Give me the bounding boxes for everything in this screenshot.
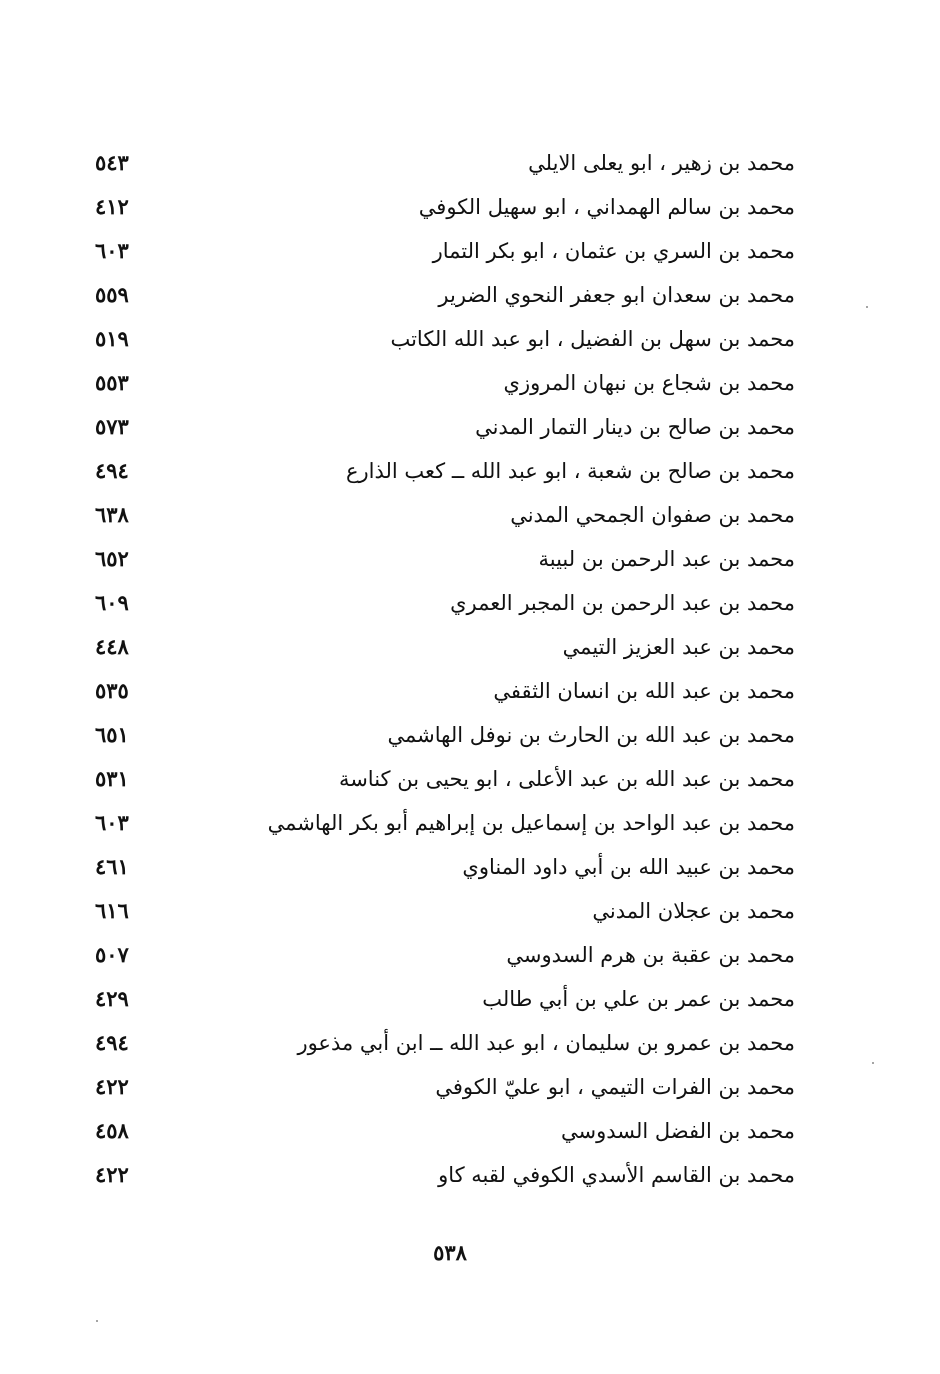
entry-page-number: ٥٣٥ <box>95 678 129 703</box>
entry-page-number: ٤٢٢ <box>95 1162 129 1187</box>
entry-page-number: ٥٤٣ <box>95 150 129 175</box>
index-entry <box>95 494 795 538</box>
entry-page-number: ٤٥٨ <box>95 1118 129 1143</box>
index-entry <box>95 714 795 758</box>
entry-page-number: ٥٥٣ <box>95 370 129 395</box>
entry-page-number: ٥٧٣ <box>95 414 129 439</box>
index-entries <box>95 142 795 1198</box>
index-entry <box>95 186 795 230</box>
entry-name: محمد بن عبيد الله بن أبي داود المناوي <box>462 855 795 879</box>
entry-name: محمد بن الفرات التيمي ، ابو عليّ الكوفي <box>435 1075 795 1099</box>
scan-speck <box>866 306 868 308</box>
entry-page-number: ٦٠٣ <box>95 810 129 835</box>
index-entry <box>95 1154 795 1198</box>
entry-page-number: ٥٠٧ <box>95 942 129 967</box>
entry-page-number: ٦٥١ <box>95 722 129 747</box>
entry-name: محمد بن عبد الواحد بن إسماعيل بن إبراهيم أبو بكر الهاشمي <box>267 811 795 835</box>
entry-page-number: ٤٢٩ <box>95 986 129 1011</box>
entry-name: محمد بن سعدان ابو جعفر النحوي الضرير <box>438 283 795 307</box>
index-entry <box>95 538 795 582</box>
entry-page-number: ٤١٢ <box>95 194 129 219</box>
entry-page-number: ٦٣٨ <box>95 502 129 527</box>
entry-name: محمد بن عبد الرحمن بن المجبر العمري <box>450 591 795 615</box>
entry-name: محمد بن عجلان المدني <box>592 899 795 923</box>
entry-name: محمد بن الفضل السدوسي <box>560 1119 795 1143</box>
entry-name: محمد بن عمرو بن سليمان ، ابو عبد الله ــ ابن أبي مذعور <box>297 1031 795 1055</box>
index-entry <box>95 626 795 670</box>
entry-page-number: ٤٩٤ <box>95 1030 129 1055</box>
index-entry <box>95 230 795 274</box>
index-entry <box>95 274 795 318</box>
index-entry <box>95 934 795 978</box>
index-entry <box>95 802 795 846</box>
index-entry <box>95 582 795 626</box>
index-entry <box>95 406 795 450</box>
entry-name: محمد بن عبد الله بن انسان الثقفي <box>493 679 795 703</box>
index-entry <box>95 846 795 890</box>
entry-name: محمد بن شجاع بن نبهان المروزي <box>503 371 795 395</box>
entry-name: محمد بن القاسم الأسدي الكوفي لقبه كاو <box>438 1163 795 1187</box>
entry-page-number: ٥٥٩ <box>95 282 129 307</box>
entry-page-number: ٤٢٢ <box>95 1074 129 1099</box>
index-entry <box>95 450 795 494</box>
entry-name: محمد بن عبد الله بن الحارث بن نوفل الهاشمي <box>387 723 795 747</box>
page-number: ٥٣٨ <box>433 1240 467 1265</box>
entry-name: محمد بن زهير ، ابو يعلى الايلي <box>528 151 795 175</box>
entry-page-number: ٥١٩ <box>95 326 129 351</box>
index-entry <box>95 362 795 406</box>
entry-page-number: ٦١٦ <box>95 898 129 923</box>
entry-page-number: ٦٥٢ <box>95 546 129 571</box>
index-entry <box>95 978 795 1022</box>
index-entry <box>95 670 795 714</box>
entry-name: محمد بن صفوان الجمحي المدني <box>510 503 795 527</box>
entry-page-number: ٤٦١ <box>95 854 129 879</box>
entry-name: محمد بن السري بن عثمان ، ابو بكر التمار <box>432 239 795 263</box>
index-entry <box>95 758 795 802</box>
index-entry <box>95 318 795 362</box>
entry-name: محمد بن صالح بن شعبة ، ابو عبد الله ــ كعب الذارع <box>345 459 795 483</box>
entry-name: محمد بن عقبة بن هرم السدوسي <box>506 943 795 967</box>
index-entry <box>95 1022 795 1066</box>
entry-page-number: ٤٩٤ <box>95 458 129 483</box>
entry-page-number: ٤٤٨ <box>95 634 129 659</box>
scan-speck <box>96 1320 98 1322</box>
entry-name: محمد بن عبد العزيز التيمي <box>562 635 795 659</box>
entry-name: محمد بن عبد الله بن عبد الأعلى ، ابو يحيى بن كناسة <box>338 767 795 791</box>
entry-name: محمد بن عبد الرحمن بن لبيبة <box>538 547 795 571</box>
entry-name: محمد بن سهل بن الفضيل ، ابو عبد الله الكاتب <box>390 327 795 351</box>
index-entry <box>95 142 795 186</box>
index-entry <box>95 890 795 934</box>
entry-page-number: ٦٠٣ <box>95 238 129 263</box>
index-entry <box>95 1066 795 1110</box>
entry-name: محمد بن صالح بن دينار التمار المدني <box>475 415 795 439</box>
entry-page-number: ٥٣١ <box>95 766 129 791</box>
entry-name: محمد بن سالم الهمداني ، ابو سهيل الكوفي <box>418 195 795 219</box>
scan-speck <box>872 1062 874 1064</box>
entry-page-number: ٦٠٩ <box>95 590 129 615</box>
entry-name: محمد بن عمر بن علي بن أبي طالب <box>482 987 795 1011</box>
index-entry <box>95 1110 795 1154</box>
